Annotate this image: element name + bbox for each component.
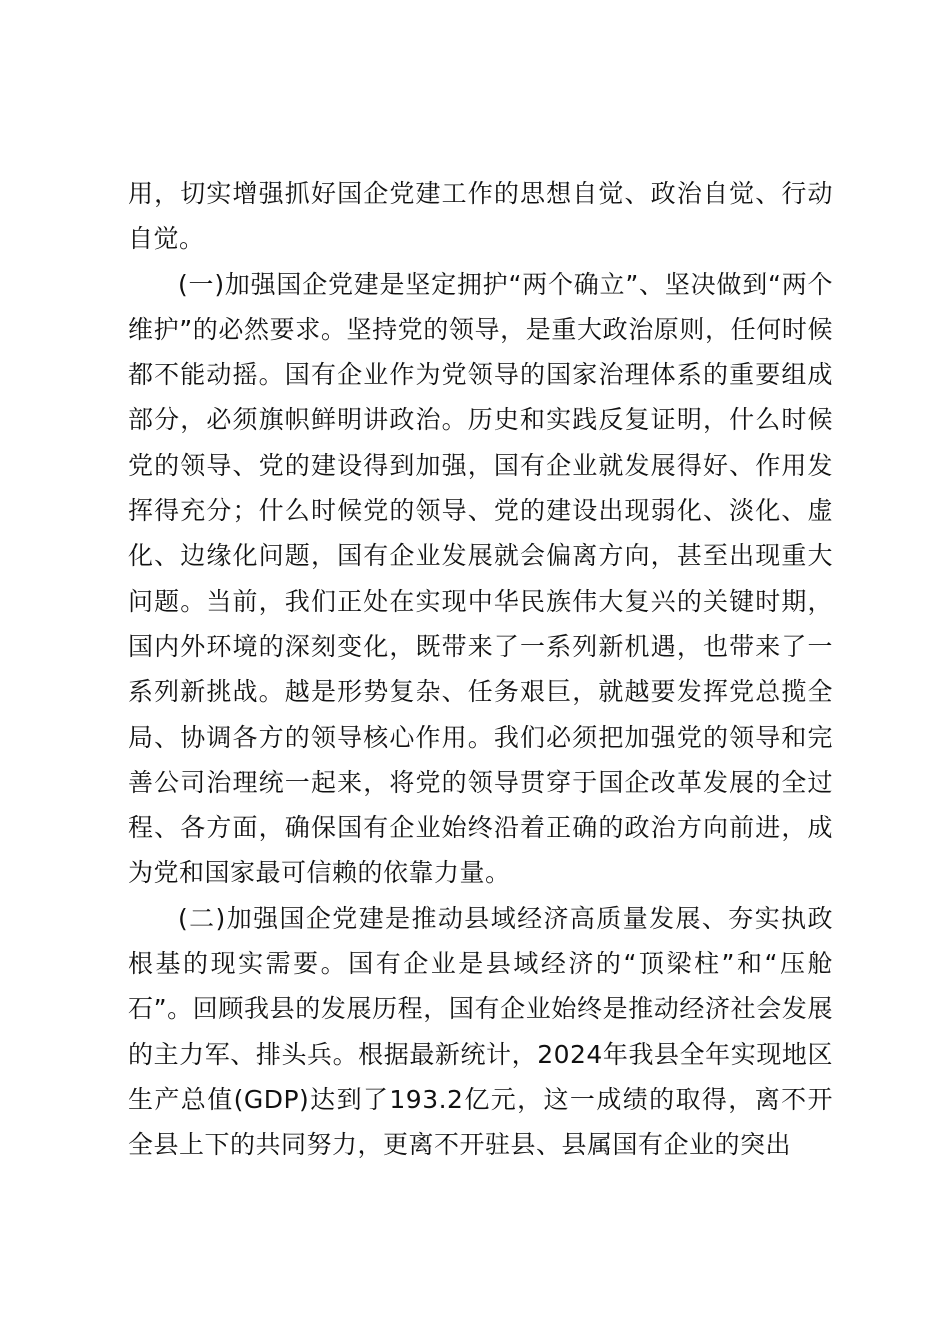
document-body: [128, 171, 833, 1168]
paragraph-continuation: 用，切实增强抓好国企党建工作的思想自觉、政治自觉、行动自觉。: [128, 179, 833, 254]
paragraph-section-two: (二)加强国企党建是推动县域经济高质量发展、夯实执政根基的现实需要。国有企业是县域经济的“顶梁柱”和“压舱石”。回顾我县的发展历程，国有企业始终是推动经济社会发展的主力军、排头兵。根据最新统计，2024年我县全年实现地区生产总值(GDP)达到了193.2亿元，这一成绩的取得，离不开全县上下的共同努力，更离不开驻县、县属国有企业的突出: [128, 903, 833, 1160]
paragraph-section-one: (一)加强国企党建是坚定拥护“两个确立”、坚决做到“两个维护”的必然要求。坚持党的领导，是重大政治原则，任何时候都不能动摇。国有企业作为党领导的国家治理体系的重要组成部分，必须旗帜鲜明讲政治。历史和实践反复证明，什么时候党的领导、党的建设得到加强，国有企业就发展得好、作用发挥得充分；什么时候党的领导、党的建设出现弱化、淡化、虚化、边缘化问题，国有企业发展就会偏离方向，甚至出现重大问题。当前，我们正处在实现中华民族伟大复兴的关键时期，国内外环境的深刻变化，既带来了一系列新机遇，也带来了一系列新挑战。越是形势复杂、任务艰巨，就越要发挥党总揽全局、协调各方的领导核心作用。我们必须把加强党的领导和完善公司治理统一起来，将党的领导贯穿于国企改革发展的全过程、各方面，确保国有企业始终沿着正确的政治方向前进，成为党和国家最可信赖的依靠力量。: [128, 269, 833, 888]
